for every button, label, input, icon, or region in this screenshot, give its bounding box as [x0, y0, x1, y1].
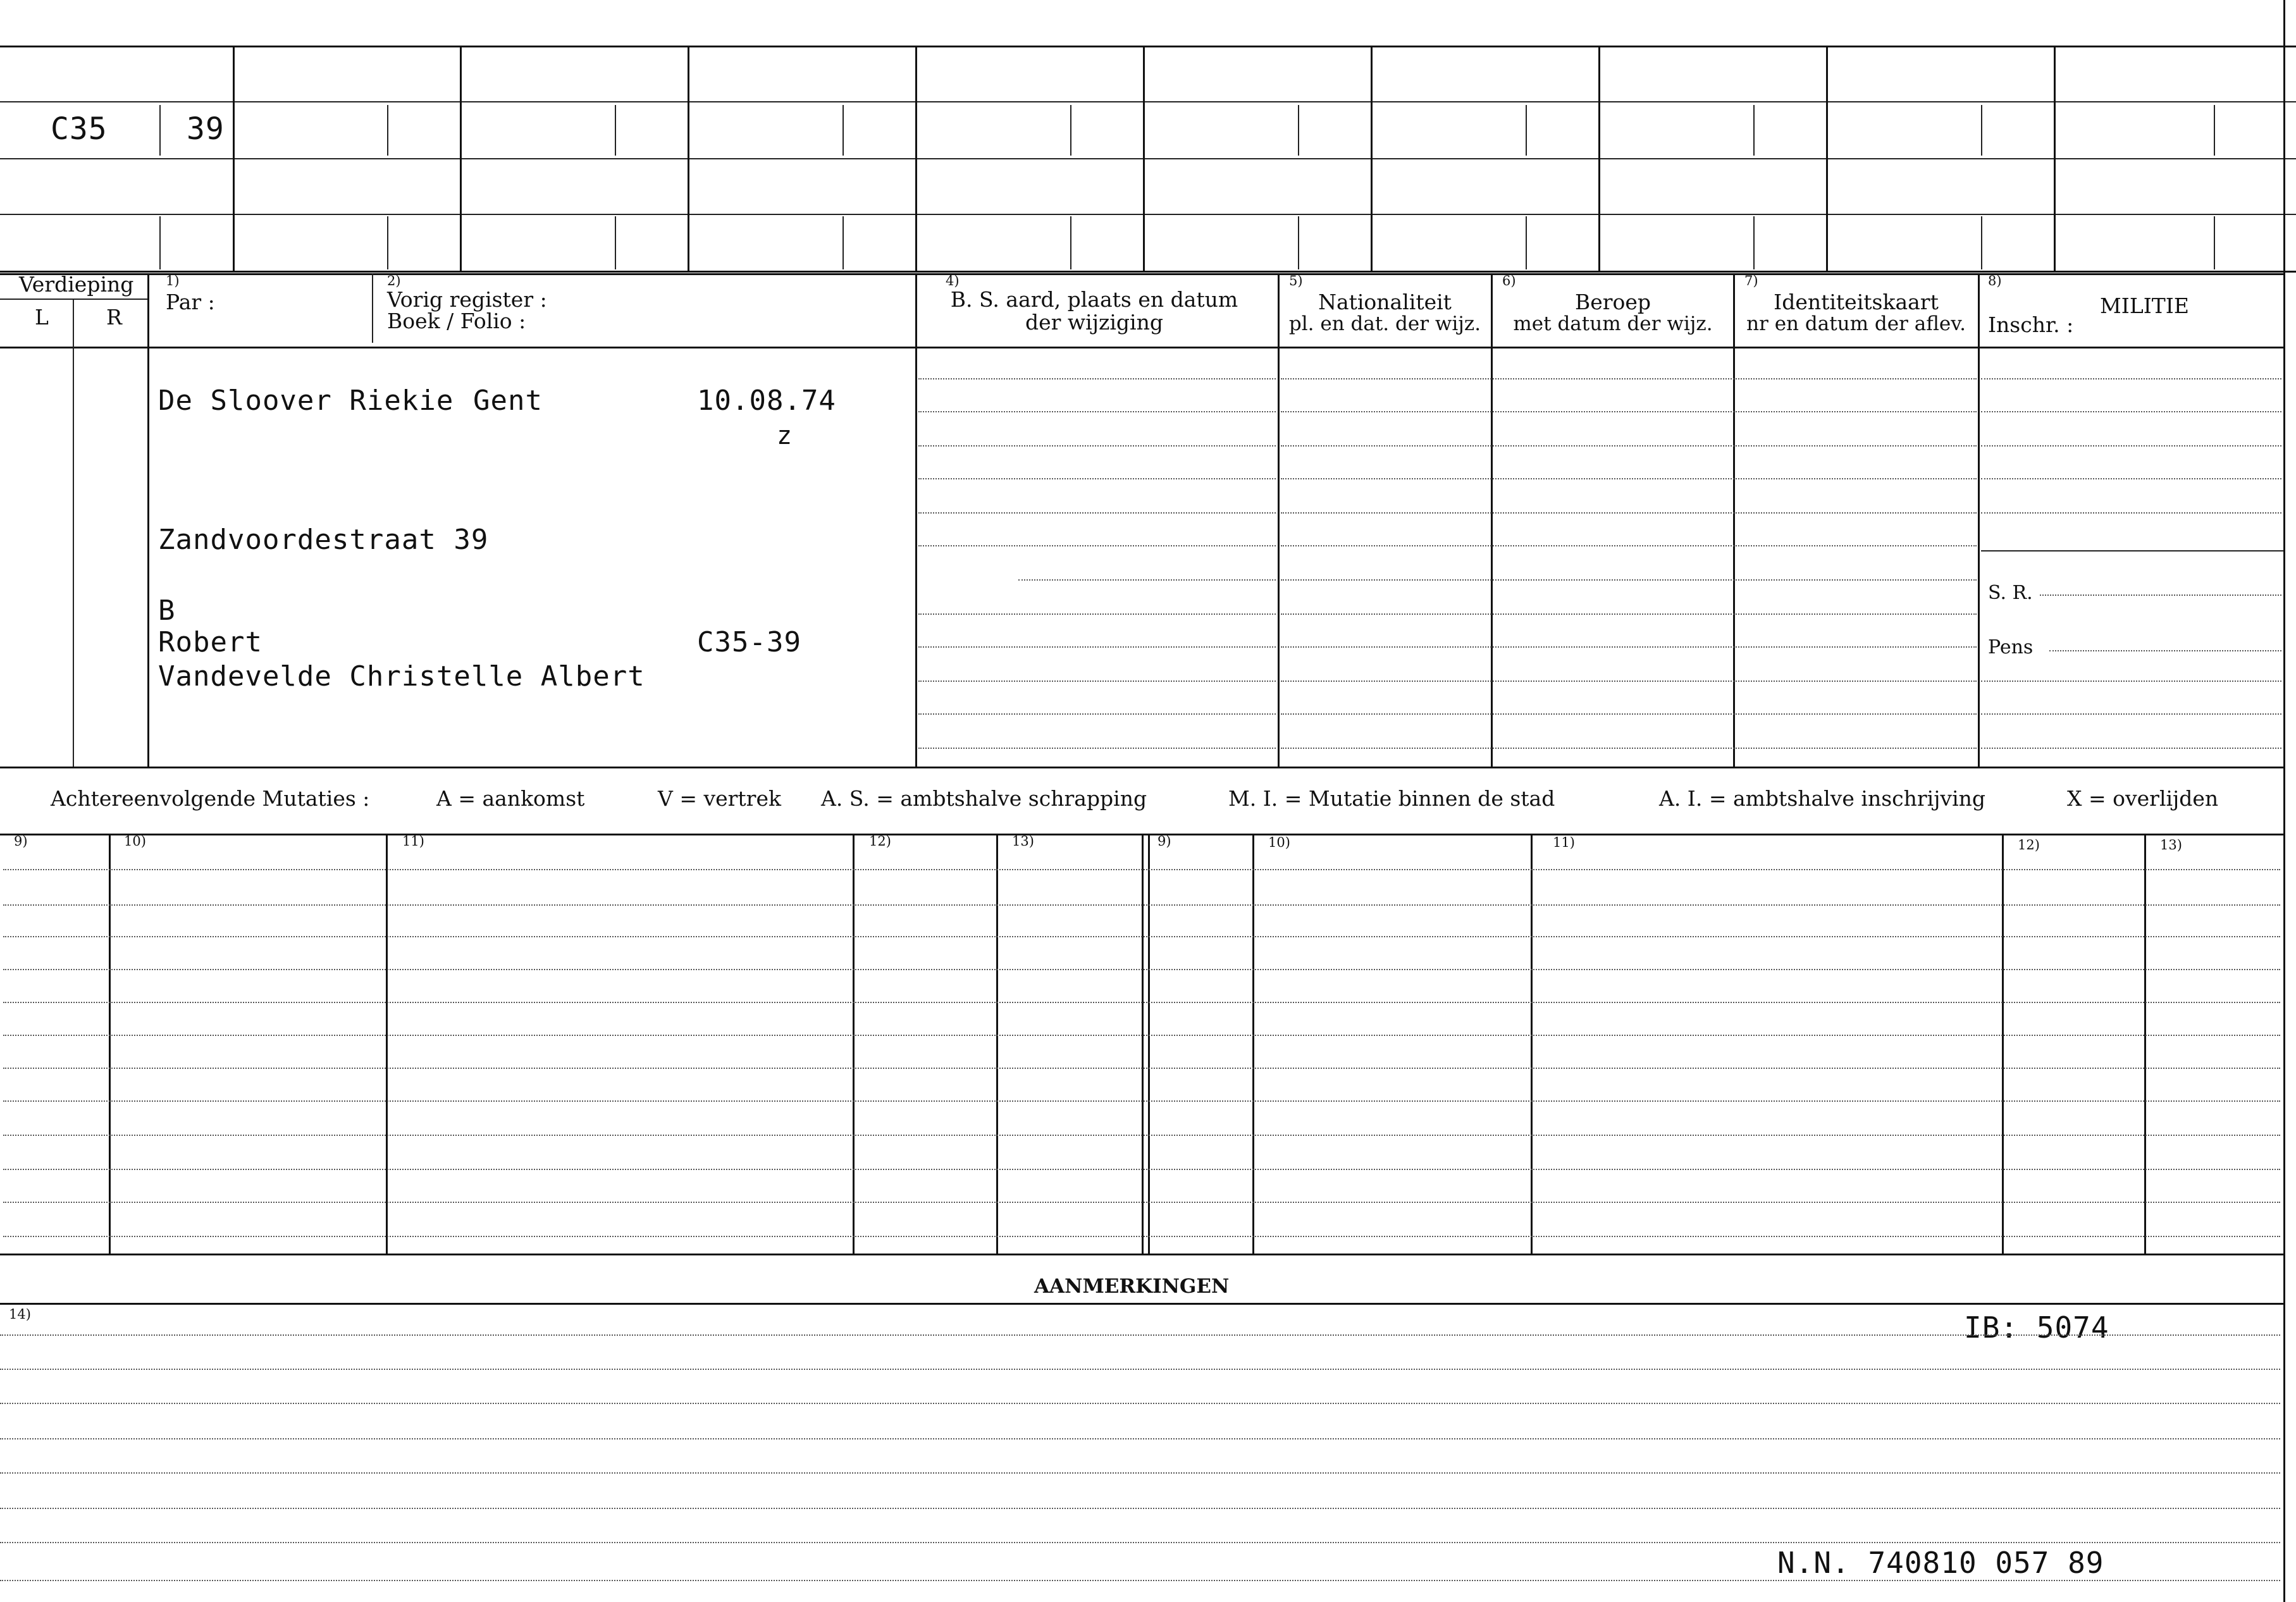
col1-num: 1)	[166, 273, 180, 288]
col7-label2: nr en datum der aflev.	[1746, 312, 1966, 335]
person-birthdate: 10.08.74	[697, 385, 836, 417]
legend-schrapping: A. S. = ambtshalve schrapping	[821, 786, 1147, 811]
person-marker: B	[158, 595, 176, 627]
legend-overlijden: X = overlijden	[2067, 786, 2219, 811]
legend-aankomst: A = aankomst	[436, 786, 585, 811]
col2-label2: Boek / Folio :	[387, 309, 526, 333]
mut-col9b: 9)	[1157, 834, 1171, 849]
remarks-ib: IB: 5074	[1964, 1310, 2109, 1345]
person-father: Robert	[158, 626, 262, 658]
col7-num: 7)	[1744, 273, 1758, 288]
verdieping-r: R	[106, 305, 122, 330]
legend-mutatie: M. I. = Mutatie binnen de stad	[1228, 786, 1555, 811]
mut-col12b: 12)	[2018, 837, 2040, 853]
mut-col13: 13)	[1012, 834, 1034, 849]
mut-col11: 11)	[402, 834, 424, 849]
legend-inschrijving: A. I. = ambtshalve inschrijving	[1659, 786, 1986, 811]
mut-col13b: 13)	[2160, 837, 2182, 853]
militie-sr: S. R.	[1988, 582, 2033, 604]
col8-inschr: Inschr. :	[1988, 312, 2074, 337]
col1-label: Par :	[166, 290, 215, 314]
mut-col9: 9)	[14, 834, 28, 849]
person-ref: C35-39	[697, 626, 801, 658]
mut-col10b: 10)	[1268, 835, 1290, 850]
col5-label2: pl. en dat. der wijz.	[1288, 312, 1481, 335]
col4-label: B. S. aard, plaats en datum	[950, 287, 1238, 312]
mutations-title: Achtereenvolgende Mutaties :	[51, 786, 370, 811]
col2-num: 2)	[387, 273, 401, 288]
person-sex: z	[777, 421, 793, 450]
mut-col10: 10)	[124, 834, 146, 849]
remarks-nn: N.N. 740810 057 89	[1777, 1546, 2104, 1580]
col6-label2: met datum der wijz.	[1513, 312, 1713, 335]
person-mother: Vandevelde Christelle Albert	[158, 660, 645, 693]
col4-label2: der wijziging	[1025, 310, 1163, 335]
register-code: C35	[51, 111, 108, 147]
col4-num: 4)	[946, 273, 960, 288]
remarks-num: 14)	[9, 1307, 31, 1322]
person-address: Zandvoordestraat 39	[158, 524, 489, 556]
mut-col11b: 11)	[1553, 835, 1575, 850]
register-folio: 39	[187, 111, 225, 147]
person-birthplace: Gent	[473, 385, 543, 417]
col6-num: 6)	[1502, 273, 1516, 288]
legend-vertrek: V = vertrek	[658, 786, 781, 811]
verdieping-l: L	[35, 305, 49, 330]
col8-num: 8)	[1988, 273, 2002, 288]
col8-label: MILITIE	[2100, 293, 2189, 318]
mut-col12: 12)	[869, 834, 891, 849]
remarks-title: AANMERKINGEN	[1034, 1275, 1230, 1298]
militie-pens: Pens	[1988, 636, 2034, 658]
col7-label: Identiteitskaart	[1774, 290, 1939, 314]
person-name: De Sloover Riekie	[158, 385, 454, 417]
col6-label: Beroep	[1574, 290, 1651, 314]
col5-label: Nationaliteit	[1318, 290, 1452, 314]
col2-label: Vorig register :	[387, 287, 547, 312]
col5-num: 5)	[1289, 273, 1303, 288]
verdieping-label: Verdieping	[19, 272, 134, 297]
